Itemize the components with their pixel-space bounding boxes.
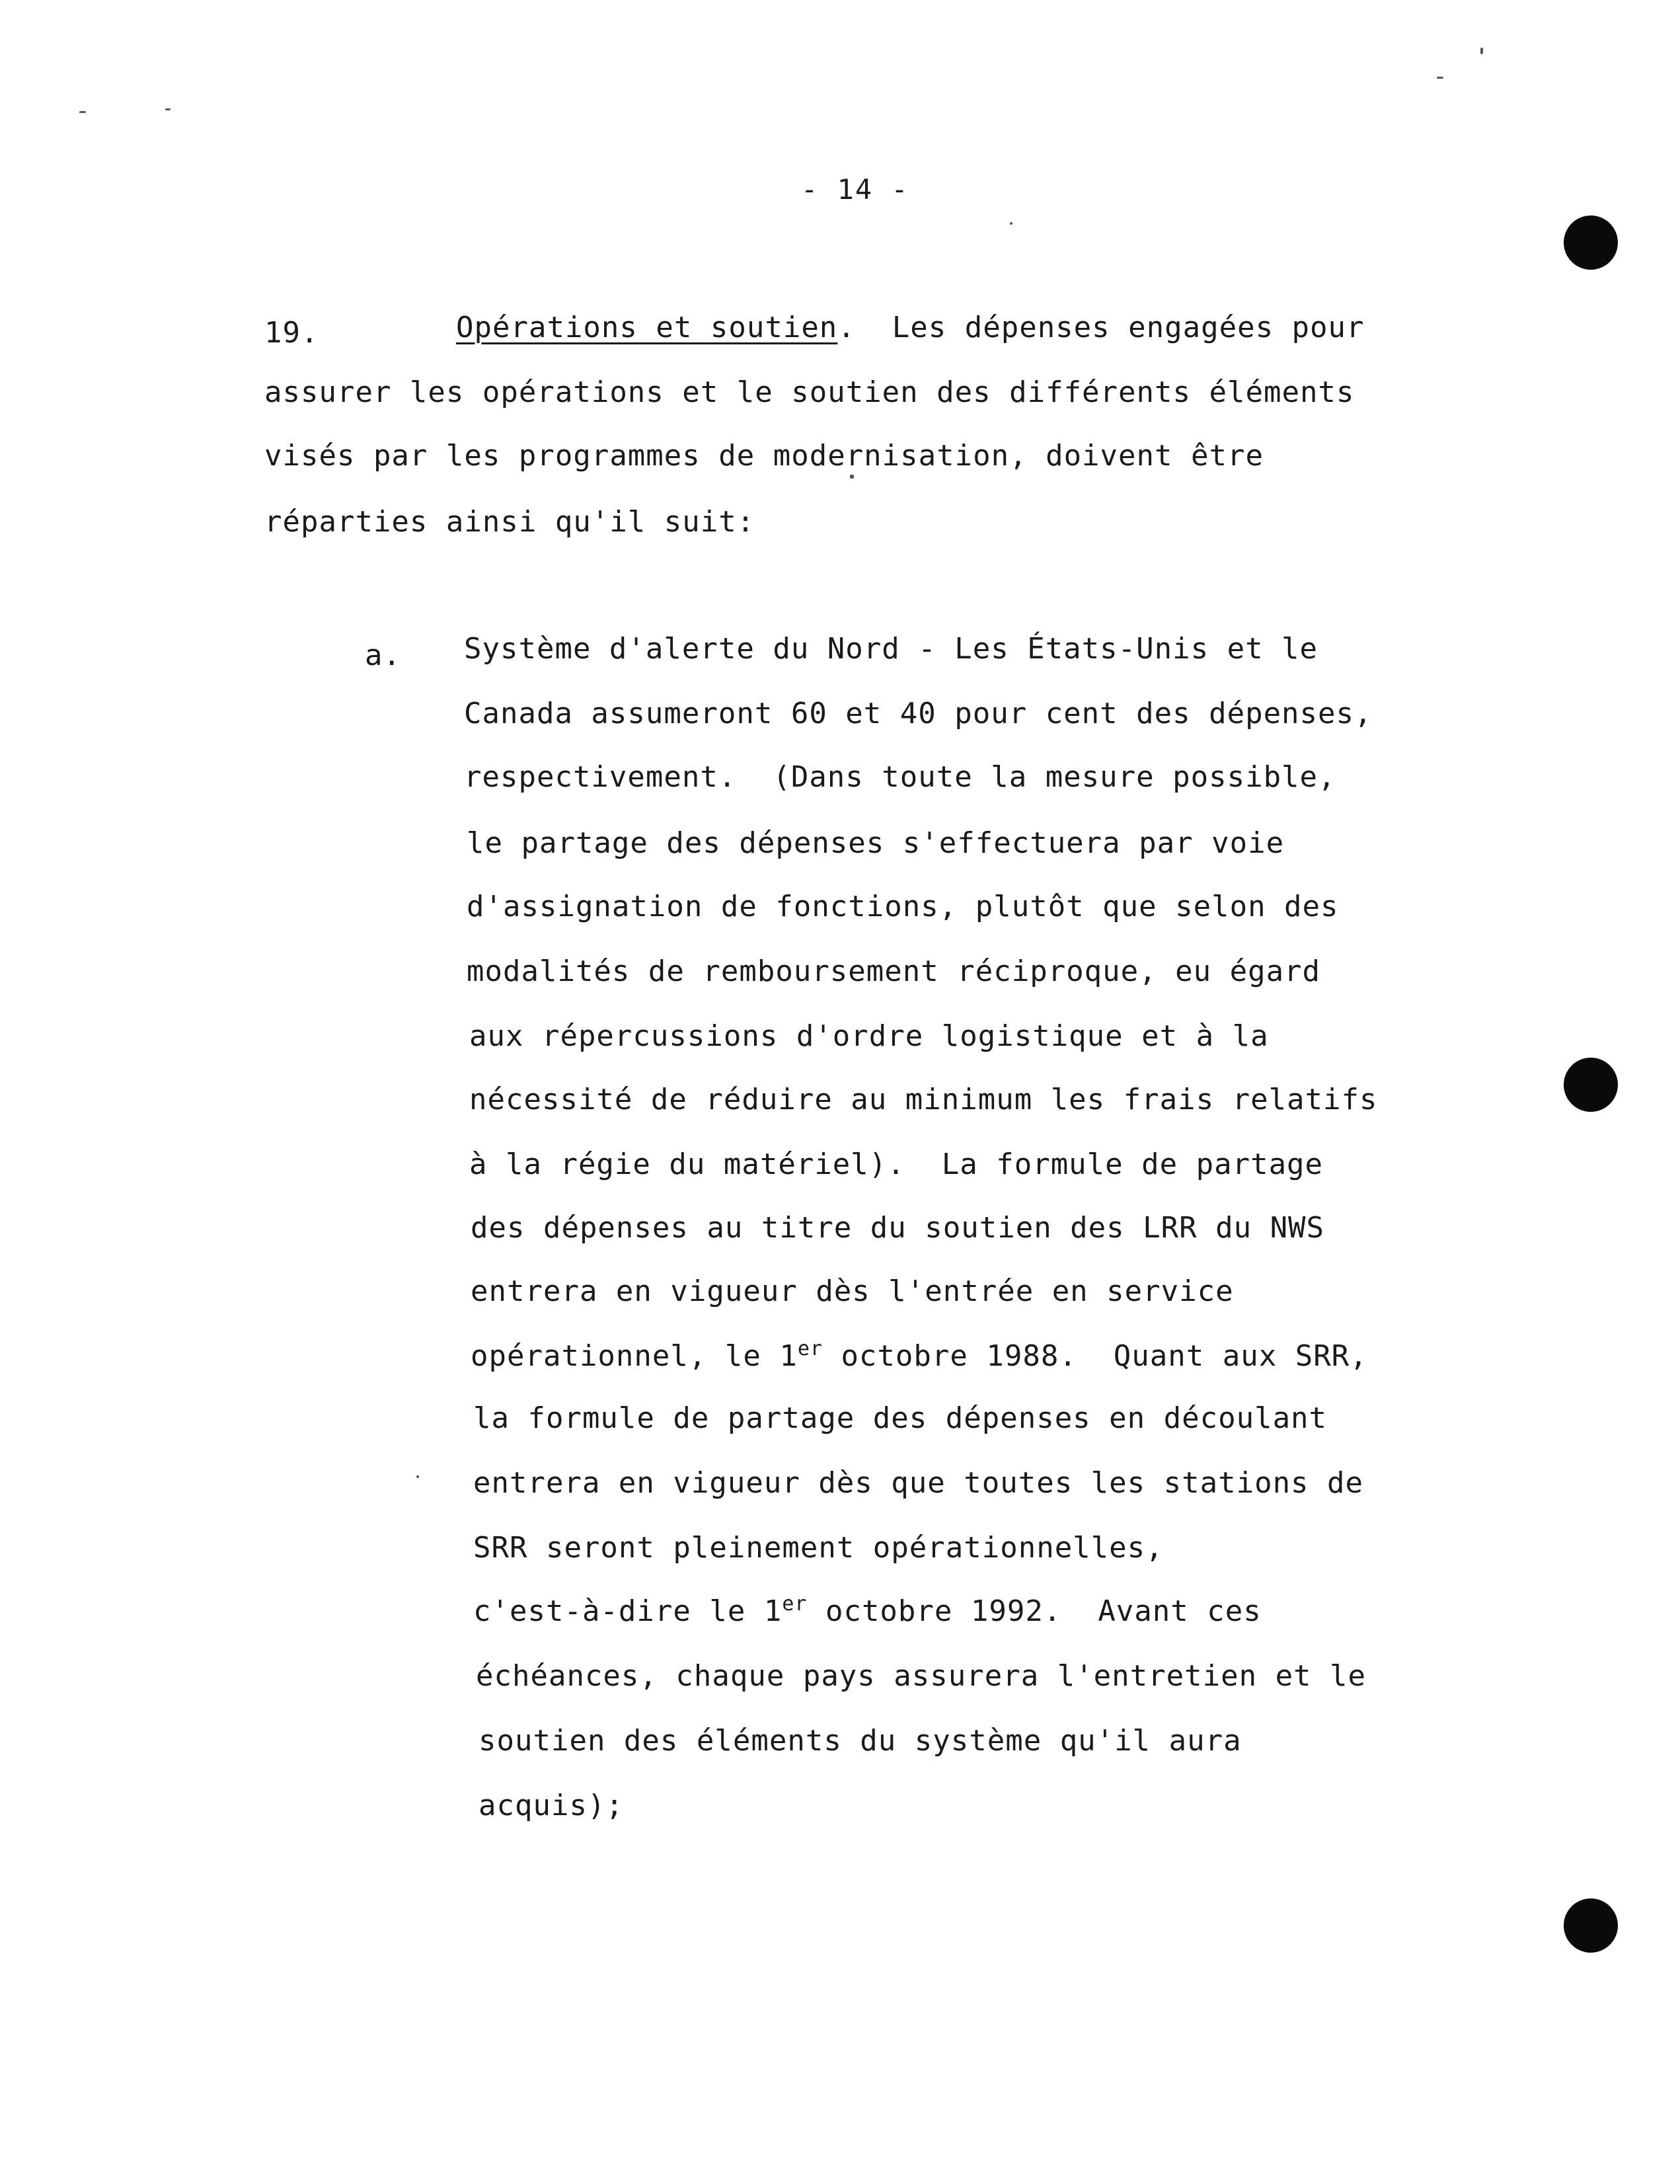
item-line: la formule de partage des dépenses en découlant — [473, 1401, 1328, 1435]
paragraph-heading-line — [456, 311, 1365, 344]
item-line: le partage des dépenses s'effectuera par voie — [467, 826, 1285, 860]
item-line: entrera en vigueur dès que toutes les stations de — [473, 1466, 1364, 1500]
paragraph-line: visés par les programmes de modernisation, doivent être — [264, 439, 1264, 473]
item-line: Canada assumeront 60 et 40 pour cent des dépenses, — [464, 697, 1373, 730]
punch-hole-bottom — [1564, 1898, 1618, 1953]
line-text: octobre 1988. Quant aux SRR, — [822, 1339, 1368, 1373]
scan-speck — [165, 108, 171, 110]
scan-speck — [1437, 77, 1443, 79]
item-line: aux répercussions d'ordre logistique et à la — [469, 1019, 1269, 1053]
scan-speck — [79, 111, 86, 113]
item-line: modalités de remboursement réciproque, eu égard — [467, 955, 1321, 988]
paragraph-heading: Opérations et soutien — [456, 311, 838, 344]
item-line-with-superscript — [473, 1594, 1262, 1628]
item-line: acquis); — [478, 1789, 624, 1822]
item-line: des dépenses au titre du soutien des LRR du NWS — [471, 1211, 1325, 1245]
scan-speck — [850, 475, 854, 479]
item-line: respectivement. (Dans toute la mesure possible, — [464, 760, 1336, 794]
superscript: er — [782, 1592, 808, 1616]
item-line-with-superscript — [471, 1339, 1368, 1373]
item-line: soutien des éléments du système qu'il aura — [478, 1724, 1242, 1758]
punch-hole-top — [1564, 215, 1618, 270]
scan-speck — [1010, 222, 1012, 225]
scan-speck — [416, 1475, 419, 1478]
item-line: Système d'alerte du Nord - Les États-Unis et le — [464, 632, 1318, 666]
page-number: - 14 - — [801, 173, 909, 206]
item-line: échéances, chaque pays assurera l'entretien et le — [476, 1659, 1367, 1693]
line-text: c'est-à-dire le 1 — [473, 1594, 783, 1628]
paragraph-number: 19. — [264, 316, 319, 350]
paragraph-line: réparties ainsi qu'il suit: — [264, 505, 755, 539]
item-line: d'assignation de fonctions, plutôt que selon des — [467, 890, 1339, 923]
item-line: entrera en vigueur dès l'entrée en service — [471, 1274, 1234, 1308]
scan-speck — [1480, 48, 1483, 54]
punch-hole-middle — [1564, 1058, 1618, 1112]
line-text: octobre 1992. Avant ces — [807, 1594, 1262, 1628]
item-label: a. — [365, 639, 401, 672]
superscript: er — [797, 1337, 823, 1360]
paragraph-heading-tail: . Les dépenses engagées pour — [837, 311, 1365, 344]
paragraph-line: assurer les opérations et le soutien des différents éléments — [264, 375, 1355, 409]
item-line: nécessité de réduire au minimum les frais relatifs — [469, 1083, 1378, 1116]
item-line: à la régie du matériel). La formule de partage — [469, 1148, 1324, 1181]
line-text: opérationnel, le 1 — [471, 1339, 798, 1373]
item-line: SRR seront pleinement opérationnelles, — [473, 1531, 1164, 1565]
